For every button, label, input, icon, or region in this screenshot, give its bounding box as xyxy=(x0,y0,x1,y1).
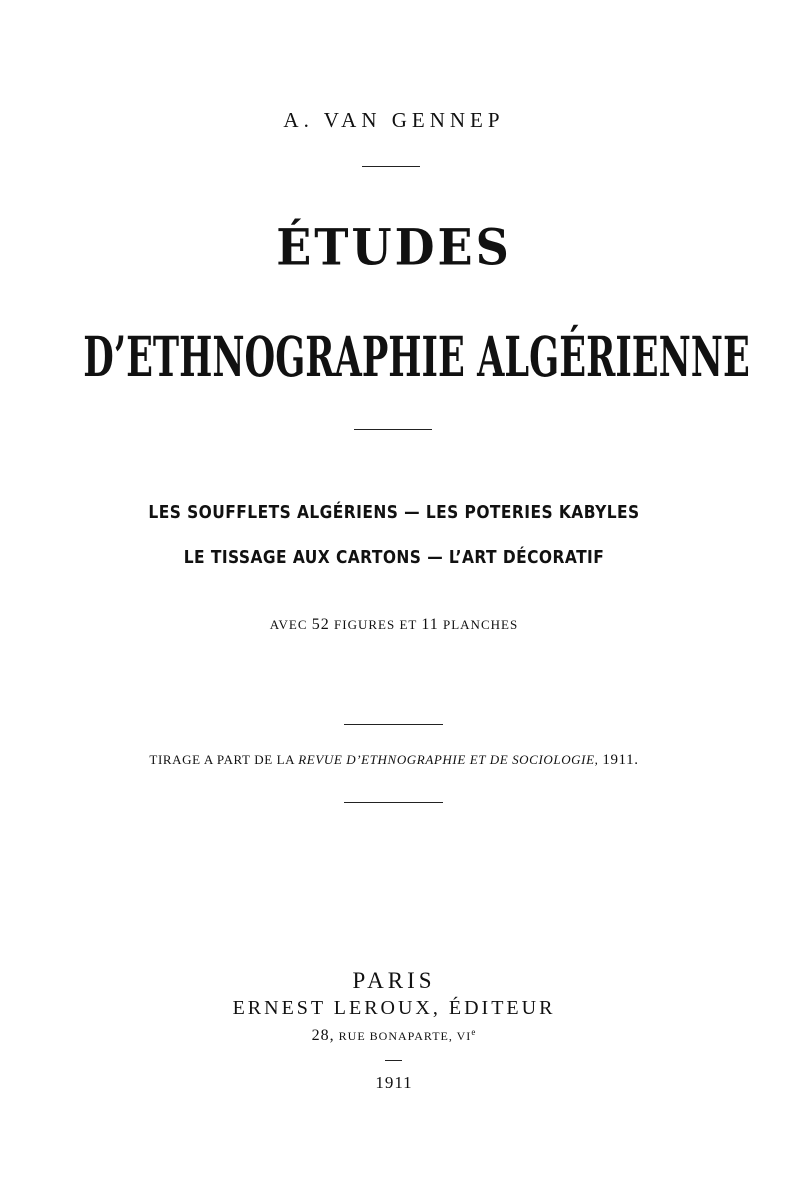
plates-count: 11 xyxy=(421,616,439,633)
address-street: RUE BONAPARTE, VI xyxy=(338,1029,472,1043)
title-line-1: ÉTUDES xyxy=(276,217,512,277)
divider-rule-3 xyxy=(344,724,443,725)
imprint-year: 1911 xyxy=(375,1073,413,1092)
imprint-city: PARIS xyxy=(352,968,436,993)
imprint-address xyxy=(0,1027,788,1045)
figures-avec: AVEC xyxy=(269,617,308,632)
subtitle-line-1: LES SOUFFLETS ALGÉRIENS — LES POTERIES KABYLES xyxy=(148,502,640,523)
address-number: 28, xyxy=(311,1027,335,1044)
figures-note xyxy=(0,616,788,634)
figures-count: 52 xyxy=(311,616,330,633)
divider-rule-2 xyxy=(354,429,432,430)
divider-rule-1 xyxy=(362,166,420,167)
divider-rule-4 xyxy=(344,802,443,803)
address-superscript: e xyxy=(471,1027,477,1037)
imprint-publisher: ERNEST LEROUX, ÉDITEUR xyxy=(232,997,556,1019)
offprint-year: 1911. xyxy=(602,752,639,768)
author-name: A. VAN GENNEP xyxy=(283,108,505,132)
divider-rule-5 xyxy=(385,1060,402,1061)
figures-word: FIGURES ET xyxy=(334,617,418,632)
title-line-2: D’ETHNOGRAPHIE ALGÉRIENNE xyxy=(83,326,750,390)
title-line-2-wrapper xyxy=(0,326,788,390)
journal-title: REVUE D’ETHNOGRAPHIE ET DE SOCIOLOGIE, xyxy=(298,752,599,767)
offprint-note xyxy=(0,752,788,769)
offprint-prefix: TIRAGE A PART DE LA xyxy=(149,752,295,767)
subtitle-line-2: LE TISSAGE AUX CARTONS — L’ART DÉCORATIF xyxy=(183,547,605,568)
plates-word: PLANCHES xyxy=(443,617,519,632)
